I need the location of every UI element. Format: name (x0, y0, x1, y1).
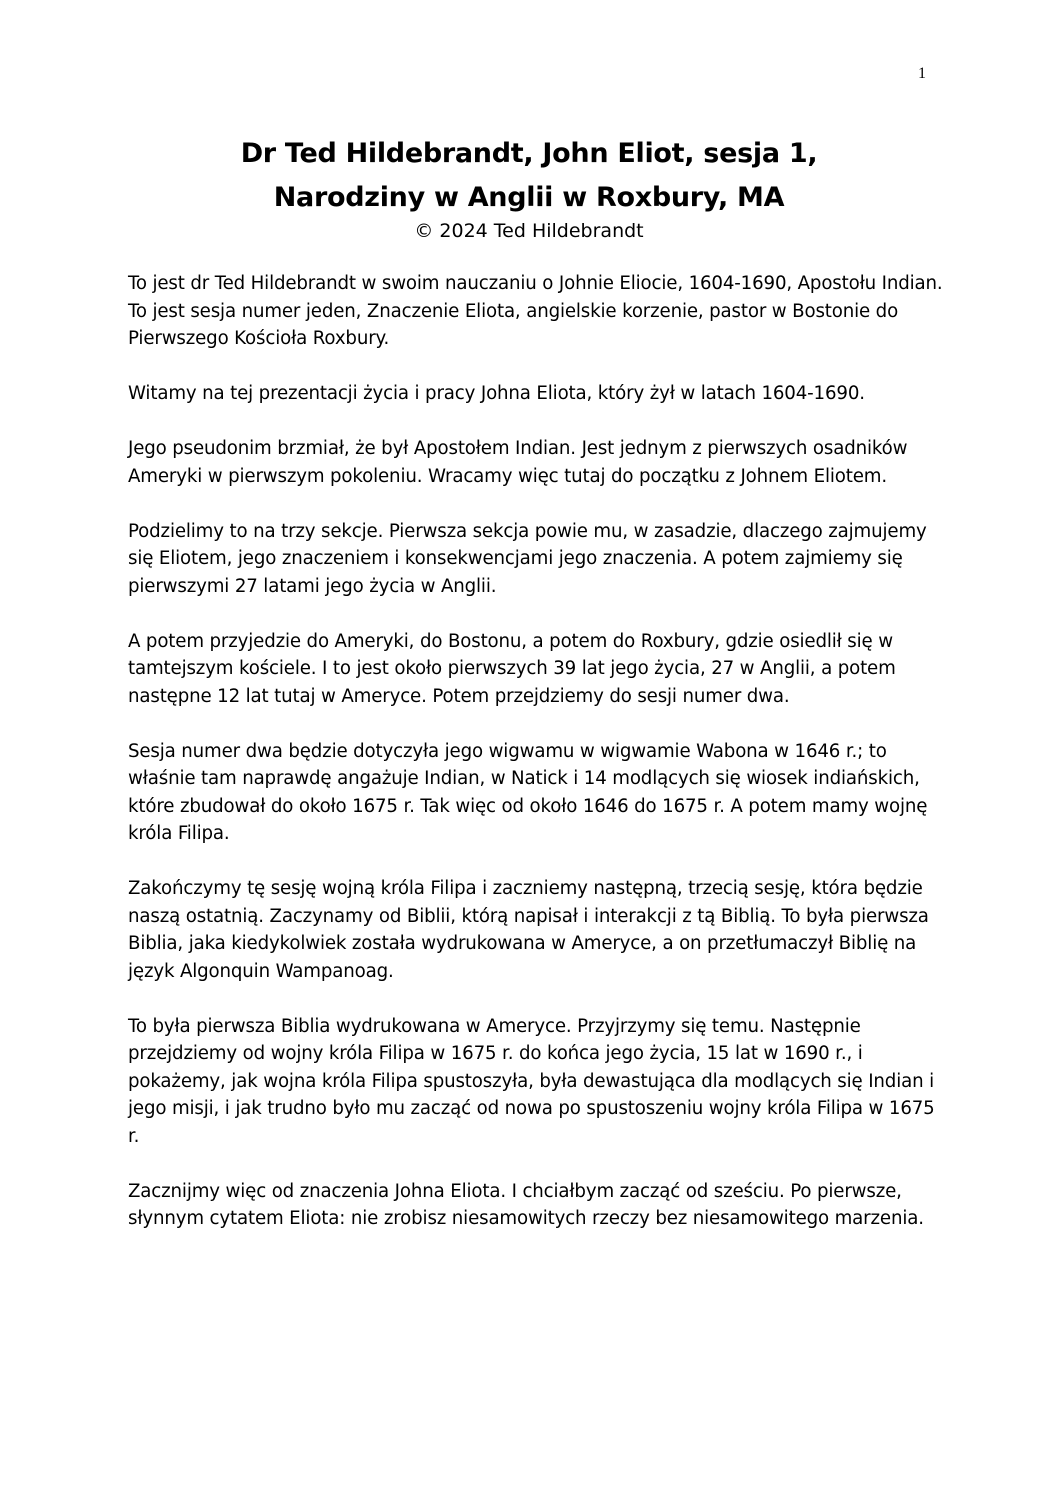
page-number: 1 (918, 65, 926, 82)
paragraph-session-three: Zakończymy tę sesję wojną króla Filipa i zaczniemy następną, trzecią sesję, która będzie naszą ostatnią. Zaczynamy od Biblii, którą napisał i interakcji z tą Biblią. To była pierwsza Biblia, jaka kiedykolwiek została wydrukowana w Ameryce, a on przetłumaczył Biblię na język Algonquin Wampanoag. (128, 878, 929, 982)
document-title-line-2: Narodziny w Anglii w Roxbury, MA (273, 182, 785, 213)
paragraph-bible: To była pierwsza Biblia wydrukowana w Ameryce. Przyjrzymy się temu. Następnie przejdziemy od wojny króla Filipa w 1675 r. do końca jego życia, 15 lat w 1690 r., i pokażemy, jak wojna króla Filipa spustoszyła, była dewastująca dla modlących się Indian i jego misji, i jak trudno było mu zacząć od nowa po spustoszeniu wojny króla Filipa w 1675 r. (128, 1015, 935, 1147)
paragraph-significance: Zacznijmy więc od znaczenia Johna Eliota. I chciałbym zacząć od sześciu. Po pierwsze, słynnym cytatem Eliota: nie zrobisz niesamowitych rzeczy bez niesamowitego marzenia. (128, 1180, 924, 1229)
document-title-line-1: Dr Ted Hildebrandt, John Eliot, sesja 1, (240, 138, 818, 169)
paragraph-welcome: Witamy na tej prezentacji życia i pracy Johna Eliota, który żył w latach 1604-1690. (128, 383, 865, 404)
title-block (0, 132, 1058, 244)
paragraph-nickname: Jego pseudonim brzmiał, że był Apostołem Indian. Jest jednym z pierwszych osadników Ameryki w pierwszym pokoleniu. Wracamy więc tutaj do początku z Johnem Eliotem. (128, 438, 908, 487)
copyright-notice: © 2024 Ted Hildebrandt (414, 220, 644, 242)
paragraph-sections: Podzielimy to na trzy sekcje. Pierwsza sekcja powie mu, w zasadzie, dlaczego zajmujemy się Eliotem, jego znaczeniem i konsekwencjami jego znaczenia. A potem zajmiemy się pierwszymi 27 latami jego życia w Anglii. (128, 520, 927, 597)
paragraph-america: A potem przyjedzie do Ameryki, do Bostonu, a potem do Roxbury, gdzie osiedlił się w tamtejszym kościele. I to jest około pierwszych 39 lat jego życia, 27 w Anglii, a potem następne 12 lat tutaj w Ameryce. Potem przejdziemy do sesji numer dwa. (128, 630, 896, 707)
paragraph-session-two: Sesja numer dwa będzie dotyczyła jego wigwamu w wigwamie Wabona w 1646 r.; to właśnie tam naprawdę angażuje Indian, w Natick i 14 modlących się wiosek indiańskich, które zbudował do około 1675 r. Tak więc od około 1646 do 1675 r. A potem mamy wojnę króla Filipa. (128, 740, 928, 844)
paragraph-intro: To jest dr Ted Hildebrandt w swoim nauczaniu o Johnie Eliocie, 1604-1690, Apostołu Indian. To jest sesja numer jeden, Znaczenie Eliota, angielskie korzenie, pastor w Bostonie do Pierwszego Kościoła Roxbury. (128, 273, 943, 349)
document-body (128, 270, 948, 1260)
